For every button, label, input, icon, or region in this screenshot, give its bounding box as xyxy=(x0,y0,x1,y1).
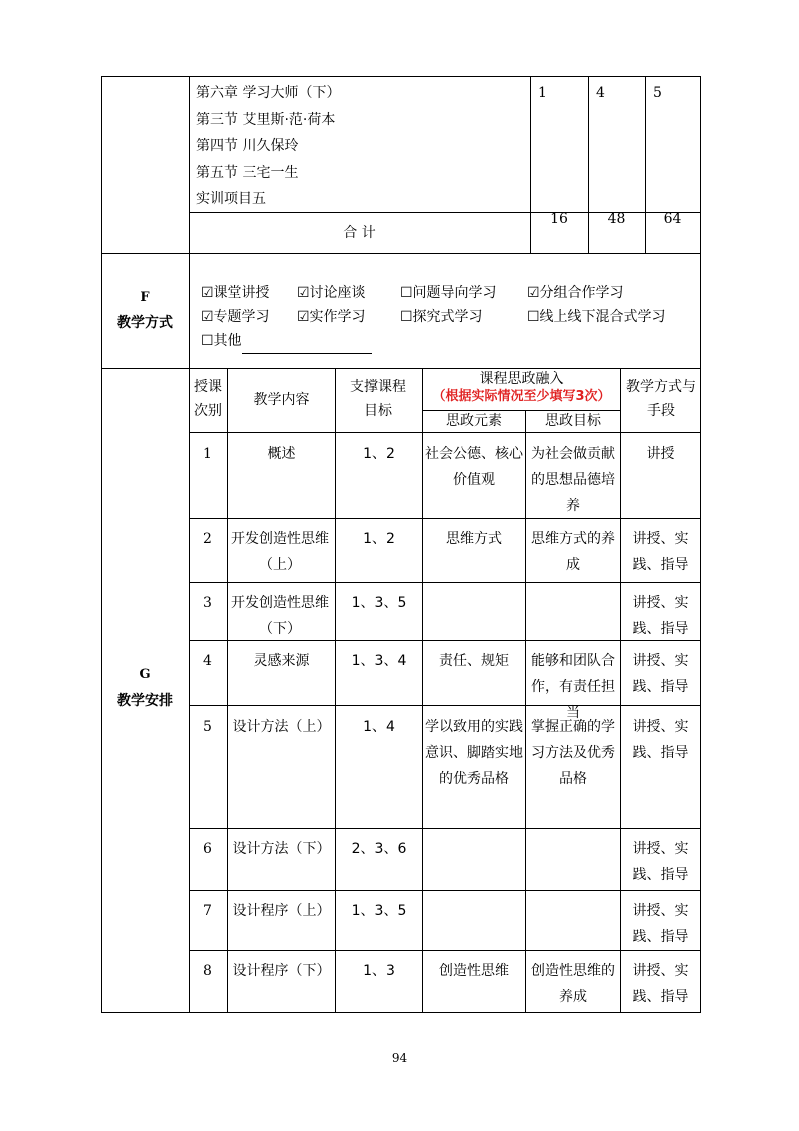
row-goal: 1、3 xyxy=(363,963,395,979)
row-content: 概述 xyxy=(267,446,296,462)
section-g-title: 教学安排 xyxy=(117,693,173,709)
row-number: 8 xyxy=(203,963,212,979)
header-ideology-note: （根据实际情况至少填写3次） xyxy=(432,389,611,404)
method-option: ☐探究式学习 xyxy=(400,309,483,325)
method-option: ☑讨论座谈 xyxy=(297,285,366,301)
page-number: 94 xyxy=(391,1051,408,1065)
header-ideology: 课程思政融入 xyxy=(479,371,564,387)
section-f-title: 教学方式 xyxy=(117,315,173,331)
chapter-line: 实训项目五 xyxy=(196,191,266,207)
row-number: 4 xyxy=(203,653,212,669)
row-element: 社会公德、核心价值观 xyxy=(425,446,523,488)
row-element: 学以致用的实践意识、脚踏实地的优秀品格 xyxy=(425,719,523,787)
method-option: ☐线上线下混合式学习 xyxy=(527,309,666,325)
row-number: 6 xyxy=(203,841,212,857)
row-goal: 1、2 xyxy=(363,446,395,462)
chapter-line: 第三节 艾里斯·范·荷本 xyxy=(196,112,336,128)
method-option: ☑实作学习 xyxy=(297,309,366,325)
row-goal: 1、3、5 xyxy=(351,595,407,611)
row-method: 讲授、实践、指导 xyxy=(632,531,689,573)
method-option: ☐问题导向学习 xyxy=(400,285,497,301)
row-element: 责任、规矩 xyxy=(439,653,509,669)
row-number: 5 xyxy=(203,719,212,735)
total-practice: 48 xyxy=(607,211,626,227)
header-content: 教学内容 xyxy=(253,392,310,408)
hours-theory: 1 xyxy=(538,85,547,101)
row-content: 灵感来源 xyxy=(253,653,310,669)
header-element: 思政元素 xyxy=(446,413,502,429)
row-method: 讲授 xyxy=(646,446,675,462)
method-option: ☑课堂讲授 xyxy=(201,285,270,301)
total-theory: 16 xyxy=(550,211,568,227)
row-method: 讲授、实践、指导 xyxy=(632,841,689,883)
total-all: 64 xyxy=(663,211,682,227)
chapter-line: 第六章 学习大师（下） xyxy=(196,85,341,101)
row-target: 掌握正确的学习方法及优秀品格 xyxy=(531,719,615,787)
row-number: 1 xyxy=(203,446,212,462)
chapter-line: 第五节 三宅一生 xyxy=(196,165,299,181)
header-target: 思政目标 xyxy=(545,413,601,429)
row-target: 为社会做贡献的思想品德培养 xyxy=(531,446,615,514)
method-option: ☑分组合作学习 xyxy=(527,285,624,301)
other-blank-line xyxy=(242,339,372,354)
row-target: 创造性思维的养成 xyxy=(531,963,615,1005)
row-goal: 1、2 xyxy=(363,531,395,547)
row-goal: 1、4 xyxy=(363,719,395,735)
hours-total: 5 xyxy=(653,85,662,101)
method-option-other xyxy=(201,328,372,354)
header-method: 教学方式与手段 xyxy=(626,379,696,419)
row-method: 讲授、实践、指导 xyxy=(632,595,689,637)
row-method: 讲授、实践、指导 xyxy=(632,719,689,761)
row-goal: 1、3、5 xyxy=(351,903,407,919)
section-g-letter: G xyxy=(139,667,151,682)
row-content: 设计程序（上） xyxy=(232,903,331,919)
row-target: 能够和团队合作，有责任担当 xyxy=(531,653,615,721)
row-content: 设计方法（下） xyxy=(232,841,331,857)
row-goal: 1、3、4 xyxy=(351,653,407,669)
other-label: ☐其他 xyxy=(201,333,242,349)
row-content: 开发创造性思维（下） xyxy=(231,595,329,637)
row-element: 创造性思维 xyxy=(439,963,509,979)
row-number: 7 xyxy=(203,903,212,919)
row-content: 开发创造性思维（上） xyxy=(231,531,329,573)
header-goal: 支撑课程目标 xyxy=(350,379,406,419)
row-goal: 2、3、6 xyxy=(351,841,407,857)
row-method: 讲授、实践、指导 xyxy=(632,963,689,1005)
row-content: 设计程序（下） xyxy=(232,963,331,979)
row-target: 思维方式的养成 xyxy=(531,531,615,573)
row-element: 思维方式 xyxy=(446,531,502,547)
chapter-line: 第四节 川久保玲 xyxy=(196,138,299,154)
section-f-letter: F xyxy=(140,290,150,305)
hours-practice: 4 xyxy=(596,85,605,101)
total-label: 合 计 xyxy=(343,225,376,241)
row-method: 讲授、实践、指导 xyxy=(632,903,689,945)
header-session: 授课次别 xyxy=(194,379,222,419)
method-option: ☑专题学习 xyxy=(201,309,270,325)
row-content: 设计方法（上） xyxy=(232,719,331,735)
row-number: 3 xyxy=(203,595,212,611)
row-method: 讲授、实践、指导 xyxy=(632,653,689,695)
row-number: 2 xyxy=(203,531,212,547)
